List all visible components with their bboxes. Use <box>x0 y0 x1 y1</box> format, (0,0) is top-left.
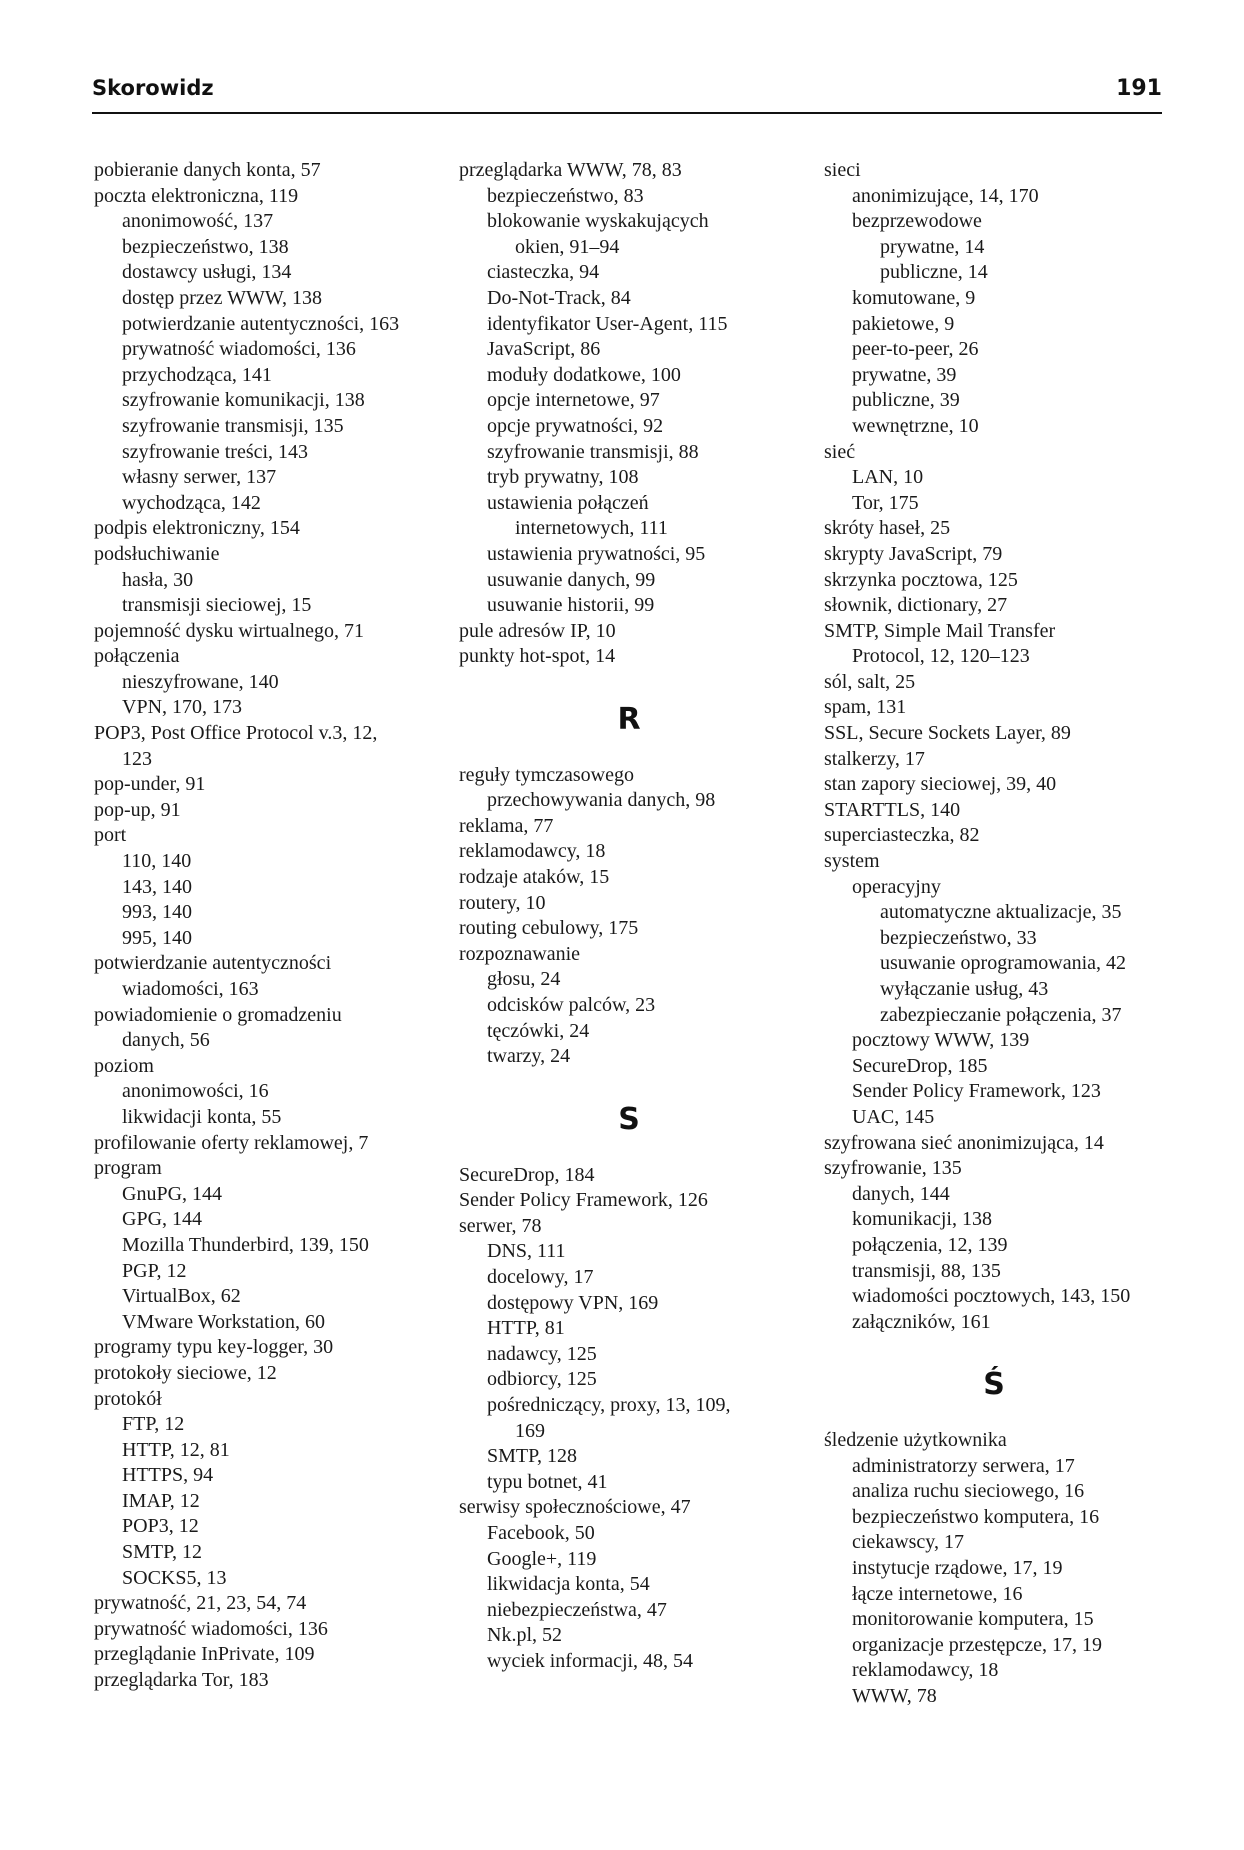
index-subentry: publiczne, 39 <box>852 389 960 412</box>
index-entry: routery, 10 <box>459 891 546 914</box>
index-subentry: organizacje przestępcze, 17, 19 <box>852 1633 1103 1656</box>
index-entry: profilowanie oferty reklamowej, 7 <box>94 1131 369 1154</box>
index-subentry: wiadomości pocztowych, 143, 150 <box>852 1285 1131 1308</box>
index-subentry: anonimizujące, 14, 170 <box>852 184 1039 207</box>
index-entry-continuation: wiadomości, 163 <box>122 978 259 1000</box>
index-subentry: komunikacji, 138 <box>852 1208 992 1231</box>
index-entry: pule adresów IP, 10 <box>459 619 616 642</box>
index-entry: skrypty JavaScript, 79 <box>824 542 1003 565</box>
index-subentry: nadawcy, 125 <box>487 1342 597 1365</box>
index-subentry: publiczne, 14 <box>880 261 988 284</box>
index-entry: prywatność, 21, 23, 54, 74 <box>94 1592 307 1615</box>
index-subentry: monitorowanie komputera, 15 <box>852 1608 1094 1631</box>
index-subentry: administratorzy serwera, 17 <box>852 1454 1075 1477</box>
index-subentry: szyfrowanie komunikacji, 138 <box>122 389 365 412</box>
index-subentry: przychodząca, 141 <box>122 363 272 386</box>
index-entry: powiadomienie o gromadzeniu <box>94 1003 342 1026</box>
index-subentry: pocztowy WWW, 139 <box>852 1029 1030 1052</box>
index-subentry: odbiorcy, 125 <box>487 1368 597 1391</box>
section-letter: S <box>618 1101 640 1137</box>
index-subentry: transmisji sieciowej, 15 <box>122 594 312 617</box>
index-subentry: PGP, 12 <box>122 1259 187 1282</box>
index-subentry: opcje prywatności, 92 <box>487 414 664 437</box>
index-subentry: HTTPS, 94 <box>122 1464 214 1487</box>
index-subentry: ustawienia połączeń <box>487 491 649 514</box>
index-subentry: FTP, 12 <box>122 1413 185 1436</box>
index-entry: szyfrowana sieć anonimizująca, 14 <box>824 1131 1104 1154</box>
index-subentry: Nk.pl, 52 <box>487 1624 562 1647</box>
index-subentry: niebezpieczeństwa, 47 <box>487 1598 667 1621</box>
index-subentry: prywatność wiadomości, 136 <box>122 338 356 361</box>
index-subentry: Sender Policy Framework, 123 <box>852 1080 1101 1103</box>
index-subentry: DNS, 111 <box>487 1240 566 1263</box>
index-entry: routing cebulowy, 175 <box>459 917 639 940</box>
index-subentry: analiza ruchu sieciowego, 16 <box>852 1480 1085 1503</box>
index-entry: superciasteczka, 82 <box>824 824 980 847</box>
index-subentry: IMAP, 12 <box>122 1489 200 1512</box>
index-subentry: ciekawscy, 17 <box>852 1531 964 1554</box>
index-subentry: dostęp przez WWW, 138 <box>122 286 322 309</box>
index-entry: poziom <box>94 1054 154 1077</box>
index-subentry: Tor, 175 <box>852 491 919 514</box>
section-letter: Ś <box>983 1367 1005 1403</box>
index-entry: poczta elektroniczna, 119 <box>94 184 299 207</box>
index-entry: skrzynka pocztowa, 125 <box>824 568 1018 591</box>
index-subentry: wewnętrzne, 10 <box>852 414 979 437</box>
index-entry: SecureDrop, 184 <box>459 1163 595 1186</box>
index-subentry: hasła, 30 <box>122 568 194 591</box>
index-subentry: Google+, 119 <box>487 1547 597 1570</box>
index-subentry: Mozilla Thunderbird, 139, 150 <box>122 1233 369 1256</box>
index-subentry: reklamodawcy, 18 <box>852 1659 999 1682</box>
index-subentry: HTTP, 12, 81 <box>122 1438 230 1461</box>
index-subentry: SOCKS5, 13 <box>122 1566 227 1589</box>
index-subentry: 993, 140 <box>122 901 192 924</box>
index-entry: port <box>94 824 127 847</box>
index-entry: POP3, Post Office Protocol v.3, 12, <box>94 722 378 745</box>
index-subentry: usuwanie historii, 99 <box>487 594 655 617</box>
index-subentry: załączników, 161 <box>852 1310 991 1333</box>
index-subentry: Facebook, 50 <box>487 1521 595 1544</box>
index-subentry: POP3, 12 <box>122 1515 199 1538</box>
index-subentry: 995, 140 <box>122 926 192 949</box>
index-subentry: zabezpieczanie połączenia, 37 <box>880 1003 1122 1026</box>
index-subentry: GPG, 144 <box>122 1208 203 1231</box>
section-letter: R <box>617 701 641 737</box>
index-subentry: opcje internetowe, 97 <box>487 389 660 412</box>
index-subentry: likwidacja konta, 54 <box>487 1573 650 1596</box>
index-entry: punkty hot-spot, 14 <box>459 645 616 668</box>
index-entry: przeglądarka Tor, 183 <box>94 1669 269 1692</box>
index-subentry: GnuPG, 144 <box>122 1182 223 1205</box>
index-column-1 <box>94 158 434 1694</box>
index-subentry: ustawienia prywatności, 95 <box>487 542 706 565</box>
index-entry: SMTP, Simple Mail Transfer <box>824 619 1056 642</box>
index-subentry: SMTP, 128 <box>487 1445 578 1468</box>
index-entry: program <box>94 1157 162 1180</box>
index-subentry: prywatne, 14 <box>880 235 985 258</box>
index-entry: protokół <box>94 1387 162 1410</box>
index-entry-continuation: danych, 56 <box>122 1029 210 1052</box>
index-entry: STARTTLS, 140 <box>824 798 961 821</box>
index-entry: pop-under, 91 <box>94 773 206 796</box>
index-subentry: Do-Not-Track, 84 <box>487 286 631 309</box>
index-entry-continuation: Protocol, 12, 120–123 <box>852 645 1030 668</box>
index-subentry: SecureDrop, 185 <box>852 1054 988 1077</box>
index-subentry: SMTP, 12 <box>122 1541 203 1564</box>
index-entry: programy typu key-logger, 30 <box>94 1336 334 1359</box>
index-subentry: głosu, 24 <box>487 968 561 991</box>
index-subentry: bezpieczeństwo komputera, 16 <box>852 1505 1100 1528</box>
index-subentry: HTTP, 81 <box>487 1317 565 1340</box>
running-title: Skorowidz <box>92 76 214 100</box>
index-entry: sieć <box>824 440 856 463</box>
index-subentry: typu botnet, 41 <box>487 1470 608 1493</box>
index-entry-continuation: 169 <box>515 1419 545 1442</box>
index-subentry: tryb prywatny, 108 <box>487 466 639 489</box>
index-subentry: WWW, 78 <box>852 1685 937 1708</box>
index-subentry: instytucje rządowe, 17, 19 <box>852 1557 1063 1580</box>
index-subentry: JavaScript, 86 <box>487 338 601 361</box>
index-subentry: nieszyfrowane, 140 <box>122 670 279 693</box>
index-entry: rozpoznawanie <box>459 942 581 965</box>
index-entry: system <box>824 850 880 873</box>
index-subentry: szyfrowanie transmisji, 88 <box>487 440 699 463</box>
index-subentry: łącze internetowe, 16 <box>852 1582 1023 1605</box>
index-entry: sól, salt, 25 <box>824 670 916 693</box>
index-subentry: blokowanie wyskakujących <box>487 210 709 233</box>
index-entry: przeglądanie InPrivate, 109 <box>94 1643 315 1666</box>
index-subentry: VPN, 170, 173 <box>122 696 243 719</box>
index-subentry: twarzy, 24 <box>487 1045 571 1068</box>
index-entry: protokoły sieciowe, 12 <box>94 1361 277 1384</box>
index-entry: słownik, dictionary, 27 <box>824 594 1008 617</box>
index-entry-continuation: okien, 91–94 <box>515 235 620 258</box>
index-subentry: peer-to-peer, 26 <box>852 338 979 361</box>
index-entry: podpis elektroniczny, 154 <box>94 517 300 540</box>
index-subentry: usuwanie oprogramowania, 42 <box>880 952 1127 975</box>
index-subentry: automatyczne aktualizacje, 35 <box>880 901 1122 924</box>
index-entry: SSL, Secure Sockets Layer, 89 <box>824 722 1071 745</box>
index-subentry: bezpieczeństwo, 138 <box>122 235 289 258</box>
index-entry: śledzenie użytkownika <box>824 1429 1007 1452</box>
index-subentry: operacyjny <box>852 875 941 898</box>
index-column-2 <box>459 158 799 1674</box>
index-entry: reguły tymczasowego <box>459 763 634 786</box>
index-subentry: pakietowe, 9 <box>852 312 955 335</box>
index-entry: stan zapory sieciowej, 39, 40 <box>824 773 1057 796</box>
index-entry: prywatność wiadomości, 136 <box>94 1617 328 1640</box>
index-subentry: danych, 144 <box>852 1182 950 1205</box>
index-entry: reklama, 77 <box>459 814 554 837</box>
index-entry-continuation: przechowywania danych, 98 <box>487 789 716 812</box>
index-subentry: moduły dodatkowe, 100 <box>487 363 681 386</box>
index-entry: skróty haseł, 25 <box>824 517 951 540</box>
index-entry: Sender Policy Framework, 126 <box>459 1189 708 1212</box>
index-subentry: bezpieczeństwo, 33 <box>880 926 1037 949</box>
index-entry: pojemność dysku wirtualnego, 71 <box>94 619 364 642</box>
index-entry: stalkerzy, 17 <box>824 747 925 770</box>
index-subentry: bezpieczeństwo, 83 <box>487 184 644 207</box>
index-entry: sieci <box>824 159 861 181</box>
index-entry: szyfrowanie, 135 <box>824 1157 962 1180</box>
index-subentry: docelowy, 17 <box>487 1265 594 1288</box>
index-subentry: własny serwer, 137 <box>122 466 277 489</box>
index-subentry: anonimowość, 137 <box>122 210 274 233</box>
index-subentry: LAN, 10 <box>852 466 924 489</box>
index-subentry: 143, 140 <box>122 875 192 898</box>
index-entry: serwer, 78 <box>459 1214 542 1237</box>
page-number: 191 <box>1116 76 1162 101</box>
index-entry: potwierdzanie autentyczności <box>94 952 332 975</box>
index-subentry: komutowane, 9 <box>852 286 976 309</box>
index-entry: rodzaje ataków, 15 <box>459 866 610 889</box>
index-subentry: szyfrowanie transmisji, 135 <box>122 414 344 437</box>
index-subentry: potwierdzanie autentyczności, 163 <box>122 312 400 335</box>
index-subentry: ciasteczka, 94 <box>487 261 600 284</box>
index-entry-continuation: internetowych, 111 <box>515 517 668 540</box>
index-subentry: UAC, 145 <box>852 1105 935 1128</box>
index-subentry: likwidacji konta, 55 <box>122 1105 282 1128</box>
index-subentry: bezprzewodowe <box>852 210 982 233</box>
index-subentry: transmisji, 88, 135 <box>852 1259 1001 1282</box>
index-subentry: wyłączanie usług, 43 <box>880 978 1049 1000</box>
index-entry: serwisy społecznościowe, 47 <box>459 1496 691 1519</box>
index-subentry: tęczówki, 24 <box>487 1019 590 1042</box>
index-entry: reklamodawcy, 18 <box>459 840 606 863</box>
index-entry: podsłuchiwanie <box>94 542 220 565</box>
index-subentry: anonimowości, 16 <box>122 1080 269 1103</box>
index-subentry: szyfrowanie treści, 143 <box>122 440 309 463</box>
index-column-3 <box>824 158 1164 1710</box>
index-entry: spam, 131 <box>824 696 907 719</box>
index-subentry: dostawcy usługi, 134 <box>122 261 292 284</box>
index-subentry: VMware Workstation, 60 <box>122 1310 325 1333</box>
index-subentry: identyfikator User-Agent, 115 <box>487 312 728 335</box>
index-subentry: wyciek informacji, 48, 54 <box>487 1649 694 1672</box>
index-subentry: wychodząca, 142 <box>122 491 261 514</box>
index-entry-continuation: 123 <box>122 747 152 770</box>
index-entry: połączenia <box>94 645 180 668</box>
index-subentry: usuwanie danych, 99 <box>487 568 656 591</box>
index-subentry: VirtualBox, 62 <box>122 1285 241 1308</box>
index-subentry: pośredniczący, proxy, 13, 109, <box>487 1393 731 1416</box>
index-entry: przeglądarka WWW, 78, 83 <box>459 159 682 181</box>
index-subentry: 110, 140 <box>122 850 192 873</box>
index-subentry: połączenia, 12, 139 <box>852 1233 1008 1256</box>
index-entry: pop-up, 91 <box>94 798 181 821</box>
index-entry: pobieranie danych konta, 57 <box>94 159 321 181</box>
index-subentry: odcisków palców, 23 <box>487 994 656 1017</box>
index-subentry: prywatne, 39 <box>852 363 957 386</box>
page-header <box>92 72 1162 114</box>
index-subentry: dostępowy VPN, 169 <box>487 1291 659 1314</box>
